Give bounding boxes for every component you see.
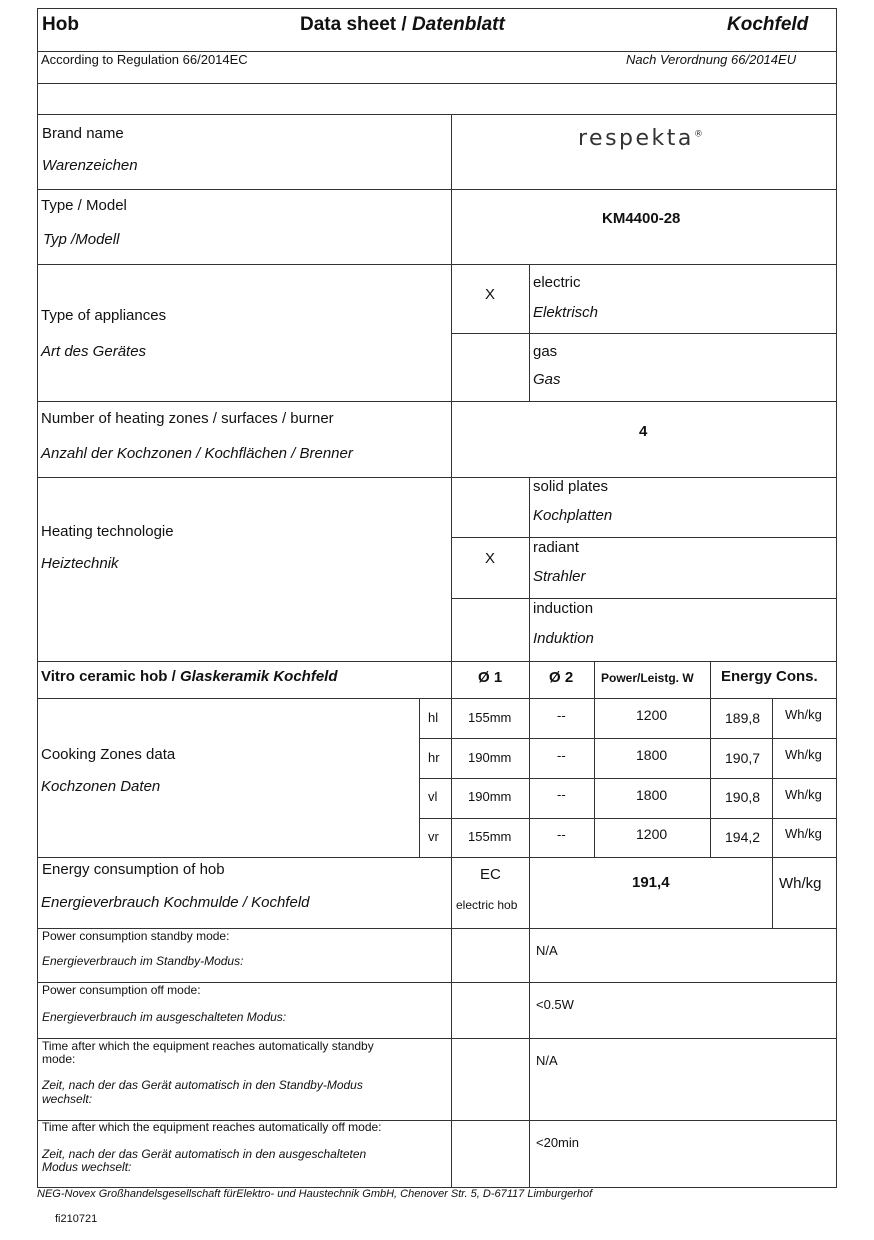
header-kochfeld: Kochfeld xyxy=(727,14,809,35)
appliance-option-gas-de: Gas xyxy=(533,371,561,388)
appliance-label: Type of appliances xyxy=(41,307,167,324)
technology-option-induction-de: Induktion xyxy=(533,630,594,647)
standby-value-cell xyxy=(529,928,837,983)
registered-mark: ® xyxy=(693,129,703,140)
technology-label: Heating technologie xyxy=(41,523,174,540)
zone-pos: hr xyxy=(428,750,440,765)
hob-energy-ec-sub: electric hob xyxy=(456,898,518,912)
offmode-value-cell xyxy=(529,982,837,1039)
off-time-value-cell xyxy=(529,1120,837,1188)
zone-unit: Wh/kg xyxy=(785,707,822,722)
zone-power: 1800 xyxy=(636,787,668,803)
appliance-label-cell xyxy=(37,264,452,402)
regulation-en: According to Regulation 66/2014EC xyxy=(41,52,248,67)
appliance-option-electric-de: Elektrisch xyxy=(533,304,599,321)
standby-label: Power consumption standby mode: xyxy=(42,929,230,943)
hob-energy-value: 191,4 xyxy=(632,874,670,891)
technology-mark-cell-solid xyxy=(451,477,530,538)
hob-energy-unit-cell xyxy=(772,857,837,929)
off-time-label-de-1: Zeit, nach der das Gerät automatisch in den ausgeschalteten xyxy=(42,1147,367,1161)
zone-energy: 189,8 xyxy=(725,710,761,726)
appliance-mark-electric: X xyxy=(485,286,496,303)
standby-time-label-de-2: wechselt: xyxy=(42,1092,93,1106)
standby-time-label-2: mode: xyxy=(42,1052,76,1066)
brand-logo-text: respekta xyxy=(578,126,694,151)
offmode-label: Power consumption off mode: xyxy=(42,983,201,997)
standby-time-value-cell xyxy=(529,1038,837,1121)
appliance-option-gas: gas xyxy=(533,343,558,360)
zone-unit: Wh/kg xyxy=(785,787,822,802)
zone-d1: 155mm xyxy=(468,710,512,725)
cooking-label-de: Kochzonen Daten xyxy=(41,778,161,795)
vitro-label xyxy=(41,669,338,684)
standby-value: N/A xyxy=(536,943,558,958)
off-time-label: Time after which the equipment reaches automatically off mode: xyxy=(42,1120,382,1134)
zone-power: 1800 xyxy=(636,747,668,763)
hob-energy-value-cell xyxy=(529,857,773,929)
zones-count-label: Number of heating zones / surfaces / burner xyxy=(41,410,334,427)
header-title-italic: Datenblatt xyxy=(411,14,505,35)
zone-unit: Wh/kg xyxy=(785,747,822,762)
brand-label-de: Warenzeichen xyxy=(42,157,138,174)
zone-unit: Wh/kg xyxy=(785,826,822,841)
hob-energy-ec: EC xyxy=(480,866,501,883)
cooking-label: Cooking Zones data xyxy=(41,746,176,763)
standby-mid-cell xyxy=(451,928,530,983)
hob-energy-unit: Wh/kg xyxy=(779,875,822,892)
col-diameter-2: Ø 2 xyxy=(549,669,574,686)
header-title-main: Data sheet / xyxy=(300,14,412,35)
zone-d2: -- xyxy=(557,787,566,802)
offmode-mid-cell xyxy=(451,982,530,1039)
technology-mark-radiant: X xyxy=(485,550,496,567)
zone-energy: 190,8 xyxy=(725,789,761,805)
regulation-de: Nach Verordnung 66/2014EU xyxy=(626,52,797,67)
technology-option-solid: solid plates xyxy=(533,478,609,495)
blank-row xyxy=(37,83,837,115)
zone-power: 1200 xyxy=(636,707,668,723)
header-hob: Hob xyxy=(42,14,79,35)
offmode-value: <0.5W xyxy=(536,997,574,1012)
zone-pos: vl xyxy=(428,789,438,804)
zone-energy: 194,2 xyxy=(725,829,761,845)
brand-label: Brand name xyxy=(42,125,124,142)
footer-company: NEG-Novex Großhandelsgesellschaft fürElektro- und Haustechnik GmbH, Chenover Str. 5, D-67117 Limburgerhof xyxy=(37,1188,593,1200)
vitro-label-de: Glaskeramik Kochfeld xyxy=(179,668,338,685)
technology-option-induction: induction xyxy=(533,600,594,617)
col-energy: Energy Cons. xyxy=(721,668,818,685)
appliance-option-cell-gas xyxy=(529,333,837,402)
zone-d2: -- xyxy=(557,827,566,842)
off-time-value: <20min xyxy=(536,1135,579,1150)
col-diameter-1: Ø 1 xyxy=(478,669,503,686)
appliance-option-electric: electric xyxy=(533,274,581,291)
technology-mark-cell-induction xyxy=(451,598,530,662)
zone-d2: -- xyxy=(557,748,566,763)
appliance-label-de: Art des Gerätes xyxy=(41,343,147,360)
standby-time-label-de-1: Zeit, nach der das Gerät automatisch in den Standby-Modus xyxy=(42,1078,363,1092)
brand-logo xyxy=(578,128,703,150)
zone-power: 1200 xyxy=(636,826,668,842)
zones-count-value: 4 xyxy=(639,423,648,440)
hob-energy-label: Energy consumption of hob xyxy=(42,861,225,878)
standby-time-mid-cell xyxy=(451,1038,530,1121)
zone-d1: 190mm xyxy=(468,750,512,765)
zone-d2: -- xyxy=(557,708,566,723)
zone-pos: hl xyxy=(428,710,439,725)
zone-pos: vr xyxy=(428,829,439,844)
appliance-mark-cell-gas xyxy=(451,333,530,402)
standby-time-value: N/A xyxy=(536,1053,558,1068)
zone-d1: 155mm xyxy=(468,829,512,844)
offmode-label-de: Energieverbrauch im ausgeschalteten Modus: xyxy=(42,1010,287,1024)
technology-option-radiant-de: Strahler xyxy=(533,568,586,585)
model-label: Type / Model xyxy=(41,197,127,214)
technology-mark-cell-radiant xyxy=(451,537,530,599)
zones-count-label-de: Anzahl der Kochzonen / Kochflächen / Brenner xyxy=(41,445,353,462)
vitro-label-en: Vitro ceramic hob / xyxy=(41,668,180,685)
hob-energy-label-de: Energieverbrauch Kochmulde / Kochfeld xyxy=(41,894,310,911)
zone-d1: 190mm xyxy=(468,789,512,804)
zone-energy: 190,7 xyxy=(725,750,761,766)
off-time-mid-cell xyxy=(451,1120,530,1188)
model-label-de: Typ /Modell xyxy=(43,231,120,248)
technology-label-de: Heiztechnik xyxy=(41,555,119,572)
model-value: KM4400-28 xyxy=(602,210,681,227)
technology-option-radiant: radiant xyxy=(533,539,579,556)
header-title xyxy=(300,15,505,34)
model-value-cell xyxy=(451,189,837,265)
technology-option-solid-de: Kochplatten xyxy=(533,507,613,524)
col-power: Power/Leistg. W xyxy=(601,671,694,685)
footer-code: fi210721 xyxy=(55,1213,98,1225)
off-time-label-de-2: Modus wechselt: xyxy=(42,1160,132,1174)
standby-time-label-1: Time after which the equipment reaches automatically standby xyxy=(42,1039,374,1053)
standby-label-de: Energieverbrauch im Standby-Modus: xyxy=(42,954,244,968)
